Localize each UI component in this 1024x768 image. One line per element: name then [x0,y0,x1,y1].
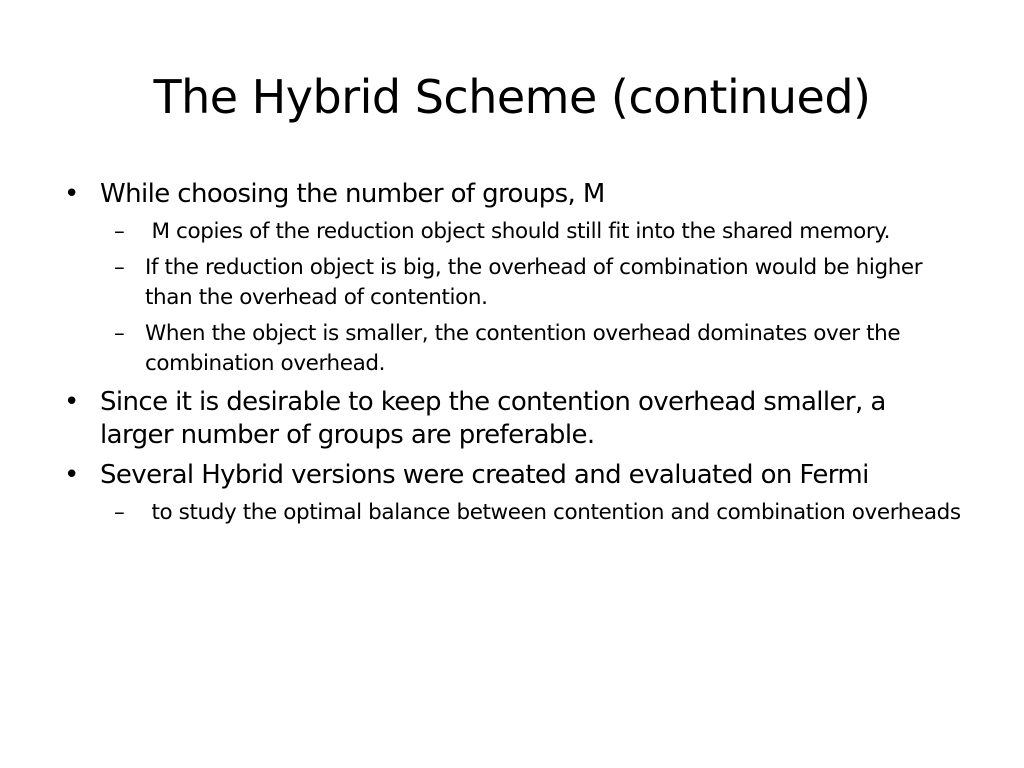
sub-bullet-list [100,498,965,528]
sub-bullet-text: If the reduction object is big, the overhead of combination would be higher than the overhead of contention. [145,255,923,310]
bullet-icon: • [64,387,79,417]
dash-icon: – [114,255,125,280]
bullet-item [60,386,965,452]
bullet-text: Since it is desirable to keep the contention overhead smaller, a larger number of groups are preferable. [100,387,886,450]
bullet-text: Several Hybrid versions were created and evaluated on Fermi [100,460,869,490]
dash-icon: – [114,500,125,525]
slide-title: The Hybrid Scheme (continued) [153,70,871,124]
dash-icon: – [114,321,125,346]
sub-bullet-text: to study the optimal balance between contention and combination overheads [145,500,961,525]
bullet-item [60,178,965,379]
dash-icon: – [114,219,125,244]
sub-bullet-item [100,217,965,247]
sub-bullet-item [100,319,965,379]
bullet-list [60,178,965,535]
bullet-text: While choosing the number of groups, M [100,179,605,209]
sub-bullet-text: When the object is smaller, the contention overhead dominates over the combination overhead. [145,321,901,376]
sub-bullet-item [100,253,965,313]
bullet-item [60,459,965,528]
sub-bullet-text: M copies of the reduction object should still fit into the shared memory. [145,219,891,244]
bullet-icon: • [64,179,79,209]
sub-bullet-list [100,217,965,379]
sub-bullet-item [100,498,965,528]
bullet-icon: • [64,460,79,490]
